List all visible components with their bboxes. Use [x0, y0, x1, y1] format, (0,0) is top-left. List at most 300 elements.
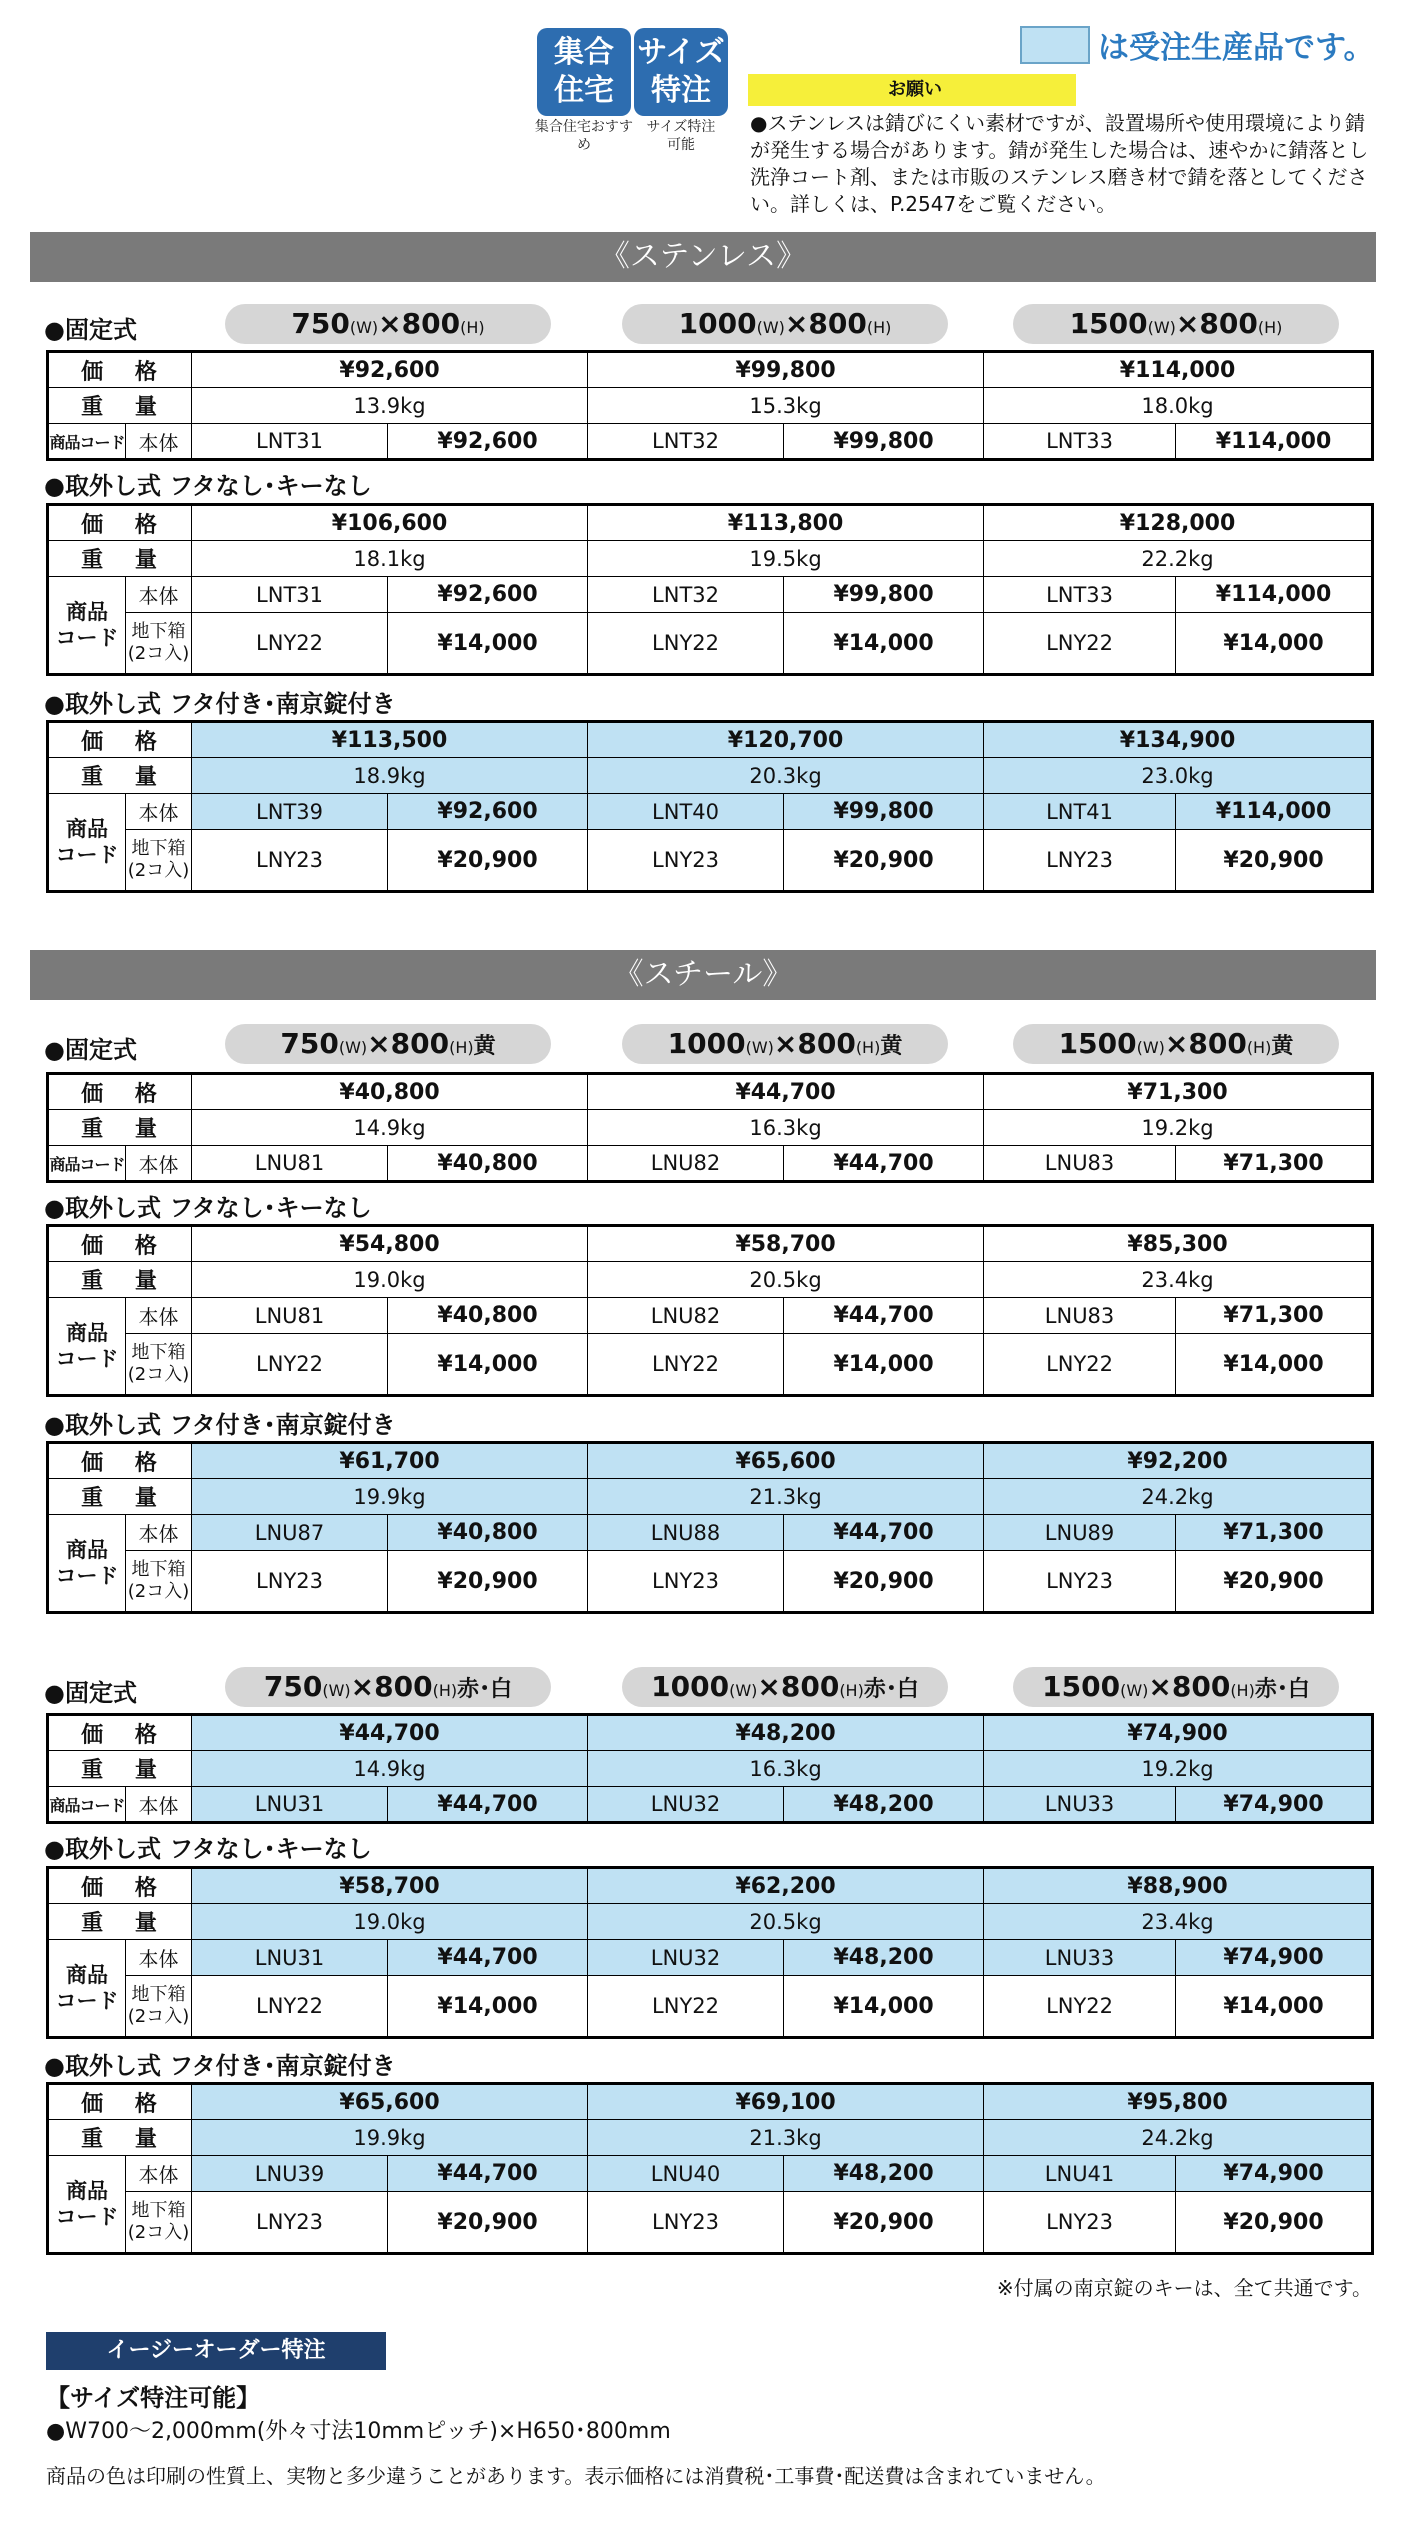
weight-value: 15.3kg — [588, 388, 984, 424]
body-price: ¥44,700 — [784, 1298, 984, 1334]
width-value: 1500 — [1069, 307, 1148, 340]
legend-swatch — [1020, 26, 1090, 64]
body-price: ¥71,300 — [1176, 1515, 1373, 1551]
set-price: ¥65,600 — [192, 2084, 588, 2120]
width-unit: (W) — [756, 318, 785, 337]
body-price: ¥44,700 — [388, 1787, 588, 1823]
weight-value: 19.2kg — [984, 1751, 1373, 1787]
set-price: ¥88,900 — [984, 1868, 1373, 1904]
color-label: 黄 — [473, 1034, 496, 1059]
weight-value: 13.9kg — [192, 388, 588, 424]
body-code: LNU32 — [588, 1940, 784, 1976]
body-price: ¥74,900 — [1176, 2156, 1373, 2192]
body-price: ¥48,200 — [784, 1787, 984, 1823]
width-value: 750 — [280, 1027, 339, 1060]
weight-value: 19.2kg — [984, 1110, 1373, 1146]
weight-value: 22.2kg — [984, 541, 1373, 577]
product-code-row — [48, 1787, 1373, 1823]
body-code: LNU40 — [588, 2156, 784, 2192]
body-code: LNU31 — [192, 1940, 388, 1976]
underground-code: LNY22 — [984, 1334, 1176, 1396]
body-price: ¥92,600 — [388, 577, 588, 613]
spec-table — [46, 720, 1374, 893]
spec-table — [46, 1224, 1374, 1397]
height-value: 800 — [797, 1027, 856, 1060]
times-sign: × — [1175, 307, 1200, 340]
height-unit: (H) — [839, 1681, 864, 1700]
underground-code-row — [48, 2192, 1373, 2254]
height-unit: (H) — [1257, 318, 1283, 337]
height-value: 800 — [808, 307, 867, 340]
removable-type-label: ●取外し式 フタなし･キーなし — [44, 472, 372, 500]
spec-table — [46, 1866, 1374, 2039]
underground-code: LNY23 — [588, 1551, 784, 1613]
body-label: 本体 — [126, 424, 192, 460]
weight-value: 24.2kg — [984, 2120, 1373, 2156]
underground-price: ¥14,000 — [1176, 1334, 1373, 1396]
width-value: 750 — [291, 307, 350, 340]
width-value: 750 — [263, 1670, 323, 1703]
height-value: 800 — [1171, 1670, 1231, 1703]
body-code: LNU88 — [588, 1515, 784, 1551]
underground-price: ¥14,000 — [784, 1334, 984, 1396]
body-price: ¥92,600 — [388, 794, 588, 830]
product-code-label: 商品 コード — [48, 1515, 126, 1613]
set-price: ¥95,800 — [984, 2084, 1373, 2120]
price-row — [48, 2084, 1373, 2120]
weight-value: 18.1kg — [192, 541, 588, 577]
weight-value: 19.0kg — [192, 1904, 588, 1940]
underground-box-label: 地下箱 (2コ入) — [126, 2192, 192, 2254]
fixed-type-label: ●固定式 — [44, 1036, 137, 1064]
set-price: ¥54,800 — [192, 1226, 588, 1262]
body-price: ¥71,300 — [1176, 1298, 1373, 1334]
size-header — [225, 1024, 551, 1064]
body-code: LNU31 — [192, 1787, 388, 1823]
weight-label: 重 量 — [48, 541, 192, 577]
underground-code: LNY22 — [192, 1334, 388, 1396]
product-code-label: 商品 コード — [48, 577, 126, 675]
color-label: 赤･白 — [863, 1677, 919, 1702]
weight-value: 21.3kg — [588, 2120, 984, 2156]
body-price: ¥48,200 — [784, 1940, 984, 1976]
body-price: ¥44,700 — [784, 1146, 984, 1182]
weight-value: 23.0kg — [984, 758, 1373, 794]
weight-label: 重 量 — [48, 388, 192, 424]
underground-price: ¥14,000 — [784, 613, 984, 675]
width-unit: (W) — [349, 318, 379, 337]
body-label: 本体 — [126, 1787, 192, 1823]
price-row — [48, 1868, 1373, 1904]
body-code: LNU33 — [984, 1940, 1176, 1976]
underground-code: LNY22 — [588, 613, 784, 675]
weight-row — [48, 758, 1373, 794]
weight-label: 重 量 — [48, 1110, 192, 1146]
body-code: LNT40 — [588, 794, 784, 830]
underground-code: LNY23 — [984, 830, 1176, 892]
body-price: ¥74,900 — [1176, 1787, 1373, 1823]
body-label: 本体 — [126, 1298, 192, 1334]
weight-value: 19.0kg — [192, 1262, 588, 1298]
set-price: ¥62,200 — [588, 1868, 984, 1904]
weight-value: 19.5kg — [588, 541, 984, 577]
body-code: LNU87 — [192, 1515, 388, 1551]
weight-value: 21.3kg — [588, 1479, 984, 1515]
underground-code: LNY22 — [192, 613, 388, 675]
body-price: ¥92,600 — [388, 424, 588, 460]
price-disclaimer: 商品の色は印刷の性質上、実物と多少違うことがあります。表示価格には消費税･工事費･配送費は含まれていません。 — [46, 2464, 1106, 2488]
price-label: 価 格 — [48, 1443, 192, 1479]
removable-type-label: ●取外し式 フタ付き･南京錠付き — [44, 690, 396, 718]
underground-price: ¥14,000 — [388, 1976, 588, 2038]
body-code: LNT32 — [588, 577, 784, 613]
underground-price: ¥14,000 — [1176, 1976, 1373, 2038]
body-code: LNT33 — [984, 424, 1176, 460]
product-code-row — [48, 424, 1373, 460]
body-label: 本体 — [126, 1515, 192, 1551]
size-header — [1013, 1024, 1339, 1064]
times-sign: × — [1148, 1670, 1172, 1703]
times-sign: × — [757, 1670, 781, 1703]
underground-code-row — [48, 613, 1373, 675]
body-price: ¥40,800 — [388, 1298, 588, 1334]
body-price: ¥99,800 — [784, 577, 984, 613]
weight-value: 20.5kg — [588, 1262, 984, 1298]
custom-size-badge: サイズ 特注 — [634, 28, 728, 116]
set-price: ¥85,300 — [984, 1226, 1373, 1262]
fixed-type-label: ●固定式 — [44, 1679, 137, 1707]
set-price: ¥114,000 — [984, 352, 1373, 388]
fixed-type-label: ●固定式 — [44, 316, 137, 344]
underground-box-label: 地下箱 (2コ入) — [126, 830, 192, 892]
body-label: 本体 — [126, 577, 192, 613]
times-sign: × — [773, 1027, 798, 1060]
set-price: ¥65,600 — [588, 1443, 984, 1479]
underground-box-label: 地下箱 (2コ入) — [126, 1334, 192, 1396]
weight-value: 23.4kg — [984, 1904, 1373, 1940]
set-price: ¥106,600 — [192, 505, 588, 541]
weight-value: 23.4kg — [984, 1262, 1373, 1298]
set-price: ¥71,300 — [984, 1074, 1373, 1110]
width-value: 1000 — [667, 1027, 746, 1060]
times-sign: × — [378, 307, 402, 340]
product-code-label: 商品 コード — [48, 2156, 126, 2254]
underground-box-label: 地下箱 (2コ入) — [126, 613, 192, 675]
price-row — [48, 1226, 1373, 1262]
body-label: 本体 — [126, 1146, 192, 1182]
product-code-label: 商品 コード — [48, 1298, 126, 1396]
height-value: 800 — [780, 1670, 840, 1703]
weight-value: 16.3kg — [588, 1110, 984, 1146]
underground-code: LNY23 — [192, 830, 388, 892]
notice-title: お願い — [748, 74, 1076, 106]
product-code-label: 商品コード — [48, 1787, 126, 1823]
weight-label: 重 量 — [48, 1479, 192, 1515]
underground-price: ¥20,900 — [388, 830, 588, 892]
width-unit: (W) — [1120, 1681, 1149, 1700]
body-label: 本体 — [126, 794, 192, 830]
underground-code: LNY22 — [984, 1976, 1176, 2038]
width-unit: (W) — [338, 1038, 368, 1057]
underground-price: ¥20,900 — [1176, 830, 1373, 892]
body-code-row — [48, 1515, 1373, 1551]
price-label: 価 格 — [48, 1868, 192, 1904]
product-code-label: 商品 コード — [48, 1940, 126, 2038]
underground-price: ¥20,900 — [784, 2192, 984, 2254]
width-value: 1000 — [678, 307, 757, 340]
body-code: LNU39 — [192, 2156, 388, 2192]
removable-type-label: ●取外し式 フタ付き･南京錠付き — [44, 2052, 396, 2080]
underground-code: LNY22 — [192, 1976, 388, 2038]
product-code-label: 商品コード — [48, 424, 126, 460]
set-price: ¥113,500 — [192, 722, 588, 758]
body-label: 本体 — [126, 1940, 192, 1976]
underground-code: LNY23 — [192, 2192, 388, 2254]
removable-type-label: ●取外し式 フタ付き･南京錠付き — [44, 1411, 396, 1439]
body-price: ¥114,000 — [1176, 424, 1373, 460]
underground-price: ¥14,000 — [784, 1976, 984, 2038]
weight-value: 19.9kg — [192, 1479, 588, 1515]
body-code: LNT33 — [984, 577, 1176, 613]
product-code-row — [48, 1146, 1373, 1182]
size-header — [622, 1024, 948, 1064]
weight-label: 重 量 — [48, 1262, 192, 1298]
body-code: LNT39 — [192, 794, 388, 830]
body-price: ¥99,800 — [784, 794, 984, 830]
weight-row — [48, 1479, 1373, 1515]
underground-price: ¥14,000 — [388, 1334, 588, 1396]
body-price: ¥48,200 — [784, 2156, 984, 2192]
underground-price: ¥20,900 — [784, 830, 984, 892]
underground-code-row — [48, 830, 1373, 892]
weight-row — [48, 1904, 1373, 1940]
price-row — [48, 352, 1373, 388]
price-label: 価 格 — [48, 505, 192, 541]
weight-row — [48, 1262, 1373, 1298]
body-code: LNU32 — [588, 1787, 784, 1823]
section-stainless-title: 《ステンレス》 — [30, 232, 1376, 282]
removable-type-label: ●取外し式 フタなし･キーなし — [44, 1194, 372, 1222]
body-code: LNT41 — [984, 794, 1176, 830]
width-unit: (W) — [1147, 318, 1176, 337]
weight-value: 18.0kg — [984, 388, 1373, 424]
set-price: ¥58,700 — [588, 1226, 984, 1262]
times-sign: × — [350, 1670, 375, 1703]
underground-code-row — [48, 1976, 1373, 2038]
width-unit: (W) — [1136, 1038, 1165, 1057]
set-price: ¥44,700 — [588, 1074, 984, 1110]
height-unit: (H) — [432, 1681, 458, 1700]
color-label: 赤･白 — [1254, 1677, 1310, 1702]
underground-price: ¥20,900 — [784, 1551, 984, 1613]
size-header — [225, 1667, 551, 1707]
product-code-label: 商品コード — [48, 1146, 126, 1182]
set-price: ¥69,100 — [588, 2084, 984, 2120]
underground-price: ¥14,000 — [1176, 613, 1373, 675]
price-row — [48, 1715, 1373, 1751]
apartment-badge-caption: 集合住宅おすすめ — [534, 119, 634, 153]
height-value: 800 — [1199, 307, 1258, 340]
weight-value: 20.5kg — [588, 1904, 984, 1940]
easy-order-label: イージーオーダー特注 — [46, 2332, 386, 2370]
width-value: 1000 — [651, 1670, 730, 1703]
body-code: LNU81 — [192, 1146, 388, 1182]
height-unit: (H) — [1230, 1681, 1255, 1700]
spec-table — [46, 1072, 1374, 1183]
set-price: ¥48,200 — [588, 1715, 984, 1751]
set-price: ¥113,800 — [588, 505, 984, 541]
price-row — [48, 1443, 1373, 1479]
price-label: 価 格 — [48, 1074, 192, 1110]
body-code: LNT31 — [192, 577, 388, 613]
body-code-row — [48, 1298, 1373, 1334]
price-label: 価 格 — [48, 2084, 192, 2120]
set-price: ¥58,700 — [192, 1868, 588, 1904]
body-price: ¥114,000 — [1176, 794, 1373, 830]
weight-value: 20.3kg — [588, 758, 984, 794]
apartment-badge: 集合 住宅 — [537, 28, 631, 116]
set-price: ¥44,700 — [192, 1715, 588, 1751]
set-price: ¥92,600 — [192, 352, 588, 388]
width-value: 1500 — [1042, 1670, 1121, 1703]
body-code: LNU33 — [984, 1787, 1176, 1823]
height-value: 800 — [390, 1027, 450, 1060]
section-steel-title: 《スチール》 — [30, 950, 1376, 1000]
body-code: LNT31 — [192, 424, 388, 460]
body-code: LNT32 — [588, 424, 784, 460]
underground-price: ¥20,900 — [1176, 1551, 1373, 1613]
height-unit: (H) — [449, 1038, 474, 1057]
weight-label: 重 量 — [48, 1904, 192, 1940]
size-header — [1013, 1667, 1339, 1707]
times-sign: × — [784, 307, 809, 340]
underground-price: ¥20,900 — [388, 1551, 588, 1613]
underground-code: LNY22 — [588, 1334, 784, 1396]
set-price: ¥134,900 — [984, 722, 1373, 758]
notice-body: ●ステンレスは錆びにくい素材ですが、設置場所や使用環境により錆が発生する場合があります。錆が発生した場合は、速やかに錆落とし洗浄コート剤、または市販のステンレス磨き材で錆を落としてください。詳しくは、P.2547をご覧ください。 — [750, 111, 1369, 216]
weight-label: 重 量 — [48, 2120, 192, 2156]
body-code-row — [48, 794, 1373, 830]
body-code: LNU41 — [984, 2156, 1176, 2192]
body-code: LNU82 — [588, 1146, 784, 1182]
weight-row — [48, 1110, 1373, 1146]
body-code-row — [48, 1940, 1373, 1976]
body-code: LNU83 — [984, 1298, 1176, 1334]
spec-table — [46, 503, 1374, 676]
body-code: LNU83 — [984, 1146, 1176, 1182]
body-code-row — [48, 577, 1373, 613]
custom-size-range: ●W700～2,000mm(外々寸法10mmピッチ)×H650･800mm — [46, 2419, 671, 2444]
body-price: ¥71,300 — [1176, 1146, 1373, 1182]
times-sign: × — [367, 1027, 391, 1060]
underground-box-label: 地下箱 (2コ入) — [126, 1976, 192, 2038]
underground-code-row — [48, 1334, 1373, 1396]
height-value: 800 — [401, 307, 461, 340]
set-price: ¥128,000 — [984, 505, 1373, 541]
width-value: 1500 — [1058, 1027, 1137, 1060]
size-header — [622, 1667, 948, 1707]
set-price: ¥92,200 — [984, 1443, 1373, 1479]
spec-table — [46, 2082, 1374, 2255]
color-label: 黄 — [1271, 1034, 1294, 1059]
body-price: ¥74,900 — [1176, 1940, 1373, 1976]
weight-row — [48, 1751, 1373, 1787]
underground-code: LNY23 — [984, 2192, 1176, 2254]
custom-size-badge-caption: サイズ特注 可能 — [646, 119, 716, 153]
weight-value: 18.9kg — [192, 758, 588, 794]
width-unit: (W) — [745, 1038, 774, 1057]
weight-label: 重 量 — [48, 1751, 192, 1787]
spec-table — [46, 350, 1374, 461]
height-value: 800 — [374, 1670, 433, 1703]
set-price: ¥120,700 — [588, 722, 984, 758]
price-row — [48, 1074, 1373, 1110]
body-code-row — [48, 2156, 1373, 2192]
underground-code: LNY22 — [984, 613, 1176, 675]
set-price: ¥61,700 — [192, 1443, 588, 1479]
spec-table — [46, 1441, 1374, 1614]
weight-value: 14.9kg — [192, 1110, 588, 1146]
made-to-order-legend — [1020, 22, 1375, 67]
body-price: ¥44,700 — [388, 2156, 588, 2192]
body-price: ¥44,700 — [388, 1940, 588, 1976]
underground-code: LNY23 — [588, 2192, 784, 2254]
body-label: 本体 — [126, 2156, 192, 2192]
weight-label: 重 量 — [48, 758, 192, 794]
body-code: LNU82 — [588, 1298, 784, 1334]
underground-price: ¥20,900 — [388, 2192, 588, 2254]
weight-row — [48, 541, 1373, 577]
set-price: ¥99,800 — [588, 352, 984, 388]
underground-code-row — [48, 1551, 1373, 1613]
height-unit: (H) — [866, 318, 892, 337]
times-sign: × — [1164, 1027, 1189, 1060]
price-label: 価 格 — [48, 1226, 192, 1262]
underground-code: LNY22 — [588, 1976, 784, 2038]
body-price: ¥114,000 — [1176, 577, 1373, 613]
underground-code: LNY23 — [192, 1551, 388, 1613]
body-price: ¥40,800 — [388, 1146, 588, 1182]
price-row — [48, 722, 1373, 758]
body-price: ¥44,700 — [784, 1515, 984, 1551]
size-header — [1013, 304, 1339, 344]
custom-size-heading: 【サイズ特注可能】 — [46, 2384, 261, 2412]
height-unit: (H) — [1246, 1038, 1272, 1057]
body-code: LNU89 — [984, 1515, 1176, 1551]
spec-table — [46, 1713, 1374, 1824]
body-price: ¥99,800 — [784, 424, 984, 460]
price-label: 価 格 — [48, 1715, 192, 1751]
underground-box-label: 地下箱 (2コ入) — [126, 1551, 192, 1613]
underground-price: ¥14,000 — [388, 613, 588, 675]
underground-code: LNY23 — [588, 830, 784, 892]
price-label: 価 格 — [48, 722, 192, 758]
width-unit: (W) — [322, 1681, 351, 1700]
underground-code: LNY23 — [984, 1551, 1176, 1613]
underground-price: ¥20,900 — [1176, 2192, 1373, 2254]
legend-text: は受注生産品です。 — [1098, 30, 1375, 66]
weight-value: 16.3kg — [588, 1751, 984, 1787]
body-code: LNU81 — [192, 1298, 388, 1334]
product-code-label: 商品 コード — [48, 794, 126, 892]
height-unit: (H) — [855, 1038, 881, 1057]
weight-value: 19.9kg — [192, 2120, 588, 2156]
width-unit: (W) — [729, 1681, 758, 1700]
height-value: 800 — [1188, 1027, 1247, 1060]
body-price: ¥40,800 — [388, 1515, 588, 1551]
set-price: ¥74,900 — [984, 1715, 1373, 1751]
color-label: 赤･白 — [457, 1677, 513, 1702]
